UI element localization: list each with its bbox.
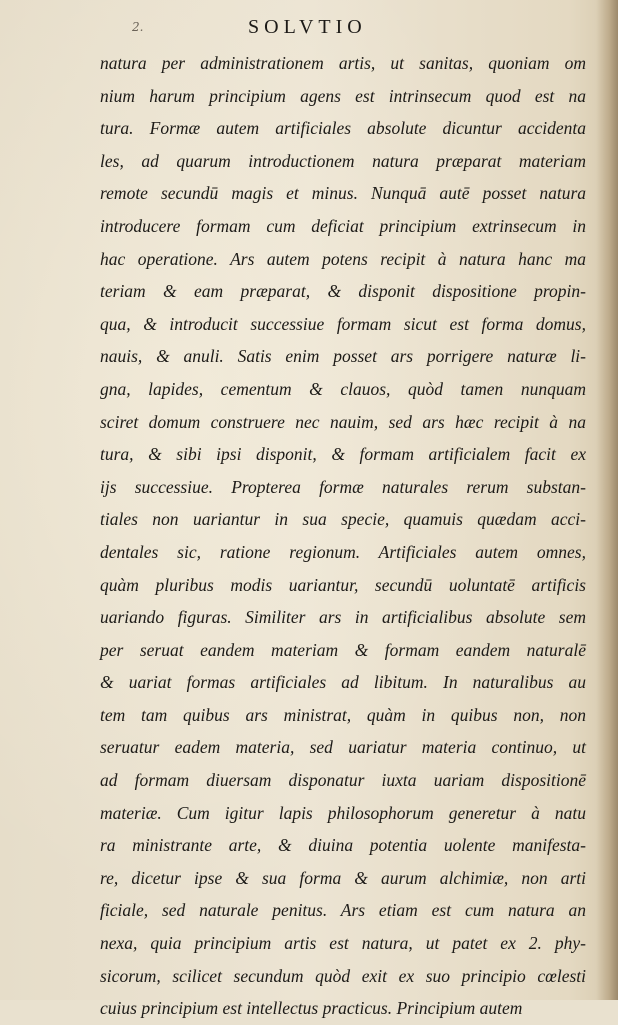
page-spine-shadow bbox=[596, 0, 618, 1000]
text-line: nauis, & anuli. Satis enim posset ars porrigere naturæ li- bbox=[100, 346, 586, 367]
running-head: SOLVTIO bbox=[248, 16, 367, 38]
text-line: materiæ. Cum igitur lapis philosophorum generetur à natu bbox=[100, 802, 586, 823]
text-line: quàm pluribus modis uariantur, secundū uoluntatē artificis bbox=[100, 574, 586, 595]
text-line: teriam & eam præparat, & disponit dispositione propin- bbox=[100, 281, 586, 302]
text-line: natura per administrationem artis, ut sanitas, quoniam om bbox=[100, 53, 586, 73]
text-line: dentales sic, ratione regionum. Artificiales autem omnes, bbox=[100, 541, 586, 562]
text-line: uariando figuras. Similiter ars in artificialibus absolute sem bbox=[100, 607, 586, 628]
text-line: ijs successiue. Propterea formæ naturales rerum substan- bbox=[100, 476, 586, 497]
text-line: nium harum principium agens est intrinsecum quod est na bbox=[100, 85, 586, 106]
text-line: & uariat formas artificiales ad libitum. In naturalibus au bbox=[100, 672, 586, 693]
text-line: cuius principium est intellectus practicus. Principium autem bbox=[100, 998, 523, 1019]
body-text bbox=[100, 47, 586, 1025]
text-line: qua, & introducit successiue formam sicut est forma domus, bbox=[100, 313, 586, 334]
text-line: ficiale, sed naturale penitus. Ars etiam est cum natura an bbox=[100, 900, 586, 921]
text-line: tura, & sibi ipsi disponit, & formam artificialem facit ex bbox=[100, 444, 586, 465]
text-line: tem tam quibus ars ministrat, quàm in quibus non, non bbox=[100, 704, 586, 725]
folio-mark: 2. bbox=[132, 20, 144, 34]
text-line: nexa, quia principium artis est natura, ut patet ex 2. phy- bbox=[100, 933, 586, 954]
text-line: sicorum, scilicet secundum quòd exit ex suo principio cœlesti bbox=[100, 965, 586, 986]
text-line: remote secundū magis et minus. Nunquā autē posset natura bbox=[100, 183, 586, 204]
text-line: introducere formam cum deficiat principium extrinsecum in bbox=[100, 215, 586, 236]
text-line: ra ministrante arte, & diuina potentia uolente manifesta- bbox=[100, 835, 586, 856]
text-line: per seruat eandem materiam & formam eandem naturalē bbox=[100, 639, 586, 660]
text-line: tiales non uariantur in sua specie, quamuis quædam acci- bbox=[100, 509, 586, 530]
page-header bbox=[0, 14, 618, 40]
text-line: re, dicetur ipse & sua forma & aurum alchimiæ, non arti bbox=[100, 867, 586, 888]
text-line: hac operatione. Ars autem potens recipit à natura hanc ma bbox=[100, 248, 586, 269]
text-line: gna, lapides, cementum & clauos, quòd tamen nunquam bbox=[100, 378, 586, 399]
text-line: sciret domum construere nec nauim, sed ars hæc recipit à na bbox=[100, 411, 586, 432]
text-line: tura. Formæ autem artificiales absolute dicuntur accidenta bbox=[100, 118, 586, 139]
text-line: seruatur eadem materia, sed uariatur materia continuo, ut bbox=[100, 737, 586, 758]
text-line: les, ad quarum introductionem natura præparat materiam bbox=[100, 150, 586, 171]
text-line: ad formam diuersam disponatur iuxta uariam dispositionē bbox=[100, 770, 586, 791]
